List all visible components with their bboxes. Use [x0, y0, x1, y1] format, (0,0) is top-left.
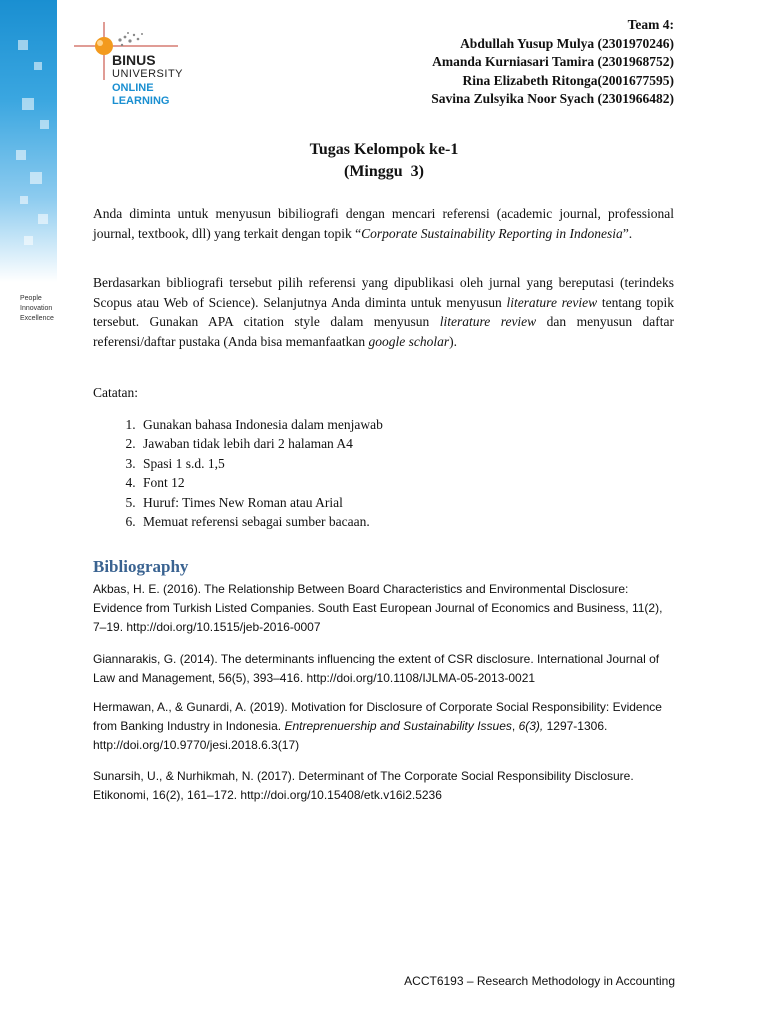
list-item: 2. Jawaban tidak lebih dari 2 halaman A4 — [139, 434, 383, 454]
para1-text: Anda diminta untuk menyusun bibiliografi dengan mencari referensi (academic journal, professional journal, textbook, dll) yang terkait dengan topik “ — [93, 206, 674, 241]
logo-online: ONLINE — [112, 82, 154, 94]
para1-topic: Corporate Sustainability Reporting in Indonesia — [361, 225, 623, 241]
binus-logo — [74, 18, 194, 118]
ref3-part-a: Hermawan, A., & Gunardi, A. (2019). Motivation for Disclosure of Corporate Social Responsibility: Evidence from Banking Industry in Indonesia. — [93, 700, 662, 733]
tagline-line: Excellence — [20, 315, 54, 322]
team-member: Savina Zulsyika Noor Syach (2301966482) — [431, 91, 674, 106]
para1-end: ”. — [622, 225, 633, 241]
reference-entry: Akbas, H. E. (2016). The Relationship Between Board Characteristics and Environmental Disclosure: Evidence from Turkish Listed Companies. South East European Journal of Economics and Business, 11(2), 7–19. http://doi.org/10.1515/jeb-2016-0007 — [93, 582, 663, 634]
instruction-paragraph-2 — [93, 273, 674, 351]
notes-section — [93, 383, 383, 532]
reference-entry: Sunarsih, U., & Nurhikmah, N. (2017). Determinant of The Corporate Social Responsibility Disclosure. Etikonomi, 16(2), 161–172. http://doi.org/10.15408/etk.v16i2.5236 — [93, 769, 634, 802]
list-item: 6. Memuat referensi sebagai sumber bacaan. — [139, 512, 383, 532]
para2-text-a: Berdasarkan bibliografi tersebut pilih referensi yang dipublikasi oleh jurnal yang bereputasi (terindeks Scopus atau Web of Science). Selanjutnya Anda diminta untuk menyusun — [93, 275, 674, 310]
logo-university: UNIVERSITY — [112, 68, 184, 80]
document-title — [0, 139, 768, 183]
logo-learning: LEARNING — [112, 95, 170, 107]
para2-text-c: tentang topik tersebut. Gunakan APA citation style dalam menyusun — [93, 294, 675, 329]
title-line-1: Tugas Kelompok ke-1 — [309, 141, 459, 158]
logo-binus: BINUS — [112, 52, 156, 68]
tagline-line: Innovation — [20, 305, 53, 312]
page-footer: ACCT6193 – Research Methodology in Accounting — [404, 974, 675, 988]
para2-italic-d: literature review — [439, 314, 537, 329]
brand-tagline — [20, 294, 54, 324]
list-item: 4. Font 12 — [139, 473, 383, 493]
bibliography-heading: Bibliography — [93, 557, 189, 576]
team-block — [431, 16, 674, 109]
para2-italic-b: literature review — [506, 294, 598, 310]
list-item: 5. Huruf: Times New Roman atau Arial — [139, 493, 383, 513]
para2-text-e: dan menyusun daftar referensi/daftar pustaka (Anda bisa memanfaatkan — [93, 314, 675, 349]
ref3-volume: 6(3), — [518, 719, 544, 733]
para2-text-g: ). — [449, 333, 457, 349]
team-heading: Team 4: — [627, 17, 674, 32]
notes-list — [93, 415, 383, 532]
list-item: 1. Gunakan bahasa Indonesia dalam menjawab — [139, 415, 383, 435]
instruction-paragraph-1 — [93, 204, 674, 243]
para2-italic-f: google scholar — [368, 333, 450, 349]
team-member: Abdullah Yusup Mulya (2301970246) — [460, 35, 674, 51]
team-member: Amanda Kurniasari Tamira (2301968752) — [432, 54, 674, 69]
tagline-line: People — [20, 295, 42, 302]
ref3-part-c: , — [511, 719, 519, 733]
ref3-part-e: 1297-1306. http://doi.org/10.9770/jesi.2018.6.3(17) — [93, 719, 608, 752]
list-item: 3. Spasi 1 s.d. 1,5 — [139, 454, 383, 474]
notes-heading: Catatan: — [93, 385, 138, 400]
reference-entry-3 — [93, 698, 678, 755]
reference-entry: Giannarakis, G. (2014). The determinants influencing the extent of CSR disclosure. International Journal of Law and Management, 56(5), 393–416. http://doi.org/10.1108/IJLMA-05-2013-0021 — [93, 652, 660, 685]
team-member: Rina Elizabeth Ritonga(2001677595) — [462, 72, 674, 88]
ref3-journal: Entreprenuership and Sustainability Issues — [284, 719, 512, 733]
title-line-2: (Minggu 3) — [344, 163, 424, 180]
